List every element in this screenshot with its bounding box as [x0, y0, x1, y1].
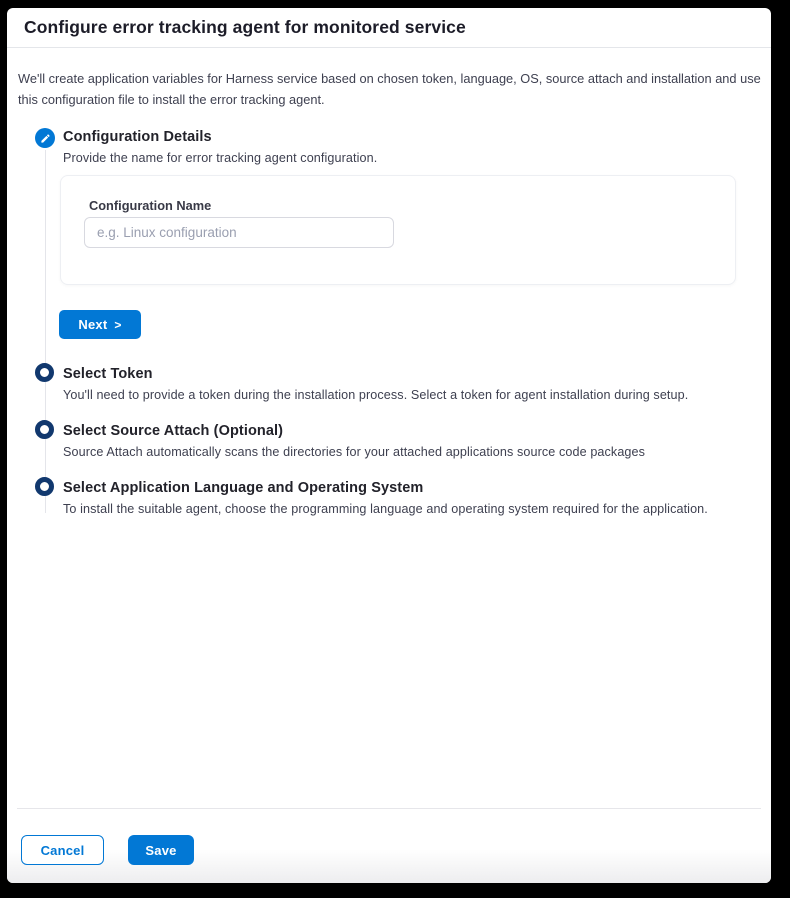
- configure-agent-dialog: [7, 8, 771, 883]
- step2-pending-ring-icon: [35, 363, 54, 382]
- next-button[interactable]: [59, 310, 141, 339]
- configuration-name-label: Configuration Name: [89, 198, 212, 213]
- step-configuration-details-desc: Provide the name for error tracking agent configuration.: [63, 151, 378, 165]
- configuration-card: [60, 175, 736, 285]
- next-button-label: Next: [78, 317, 108, 332]
- step-select-source-attach-title[interactable]: Select Source Attach (Optional): [63, 423, 284, 439]
- step-select-token-title[interactable]: Select Token: [63, 366, 153, 382]
- cancel-button[interactable]: Cancel: [21, 835, 104, 865]
- step-configuration-details-title[interactable]: Configuration Details: [63, 129, 212, 145]
- step1-edit-icon: [35, 128, 55, 148]
- chevron-right-icon: >: [114, 318, 122, 332]
- step4-pending-ring-icon: [35, 477, 54, 496]
- dialog-description: We'll create application variables for Harness service based on chosen token, language, OS, source attach and installation and use this configuration file to install the error tracking agent.: [18, 71, 761, 107]
- pencil-icon: [40, 133, 51, 144]
- footer-divider: [17, 808, 761, 809]
- dialog-title: Configure error tracking agent for monitored service: [24, 17, 466, 37]
- step-select-source-attach-desc: Source Attach automatically scans the directories for your attached applications source code packages: [63, 445, 646, 459]
- step-select-language-os-desc: To install the suitable agent, choose the programming language and operating system required for the application.: [63, 502, 708, 516]
- save-button[interactable]: Save: [128, 835, 194, 865]
- footer-background: [7, 809, 771, 883]
- wizard-connector-line: [45, 150, 46, 513]
- step3-pending-ring-icon: [35, 420, 54, 439]
- configuration-name-input[interactable]: [84, 217, 394, 248]
- step-select-language-os-title[interactable]: Select Application Language and Operating System: [63, 480, 424, 496]
- step-select-token-desc: You'll need to provide a token during the installation process. Select a token for agent installation during setup.: [63, 388, 689, 402]
- header-divider: [7, 47, 771, 48]
